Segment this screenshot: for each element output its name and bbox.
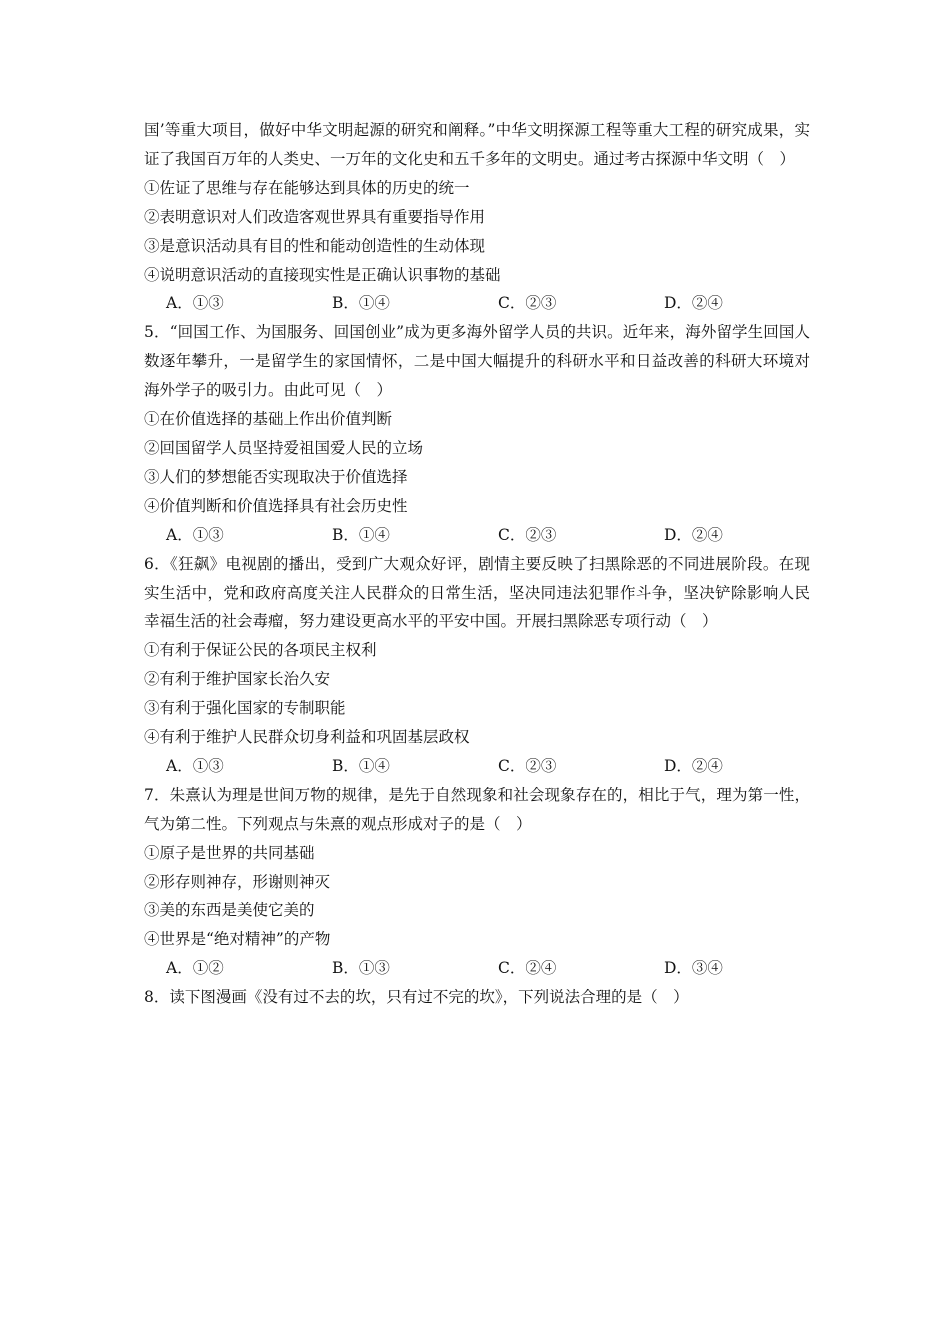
statement-2: ②回国留学人员坚持爱祖国爱人民的立场 — [144, 438, 424, 457]
option-d: D．②④ — [664, 294, 723, 313]
question-stem: 8．读下图漫画《没有过不去的坎，只有过不完的坎》，下列说法合理的是（ ） — [144, 988, 689, 1007]
answer-options — [144, 954, 810, 983]
option-c: C．②③ — [498, 294, 557, 313]
option-b: B．①④ — [332, 294, 390, 313]
statement-3: ③有利于强化国家的专制职能 — [144, 699, 346, 718]
statement-2: ②形存则神存，形谢则神灭 — [144, 872, 331, 891]
statement-4: ④有利于维护人民群众切身利益和巩固基层政权 — [144, 728, 470, 747]
question-6 — [144, 550, 810, 781]
statement-1: ①有利于保证公民的各项民主权利 — [144, 641, 377, 660]
statement-4: ④世界是“绝对精神”的产物 — [144, 930, 331, 949]
statement-1: ①佐证了思维与存在能够达到具体的历史的统一 — [144, 178, 470, 197]
statement-2: ②有利于维护国家长治久安 — [144, 670, 331, 689]
answer-options — [144, 521, 810, 550]
question-7 — [144, 781, 810, 983]
option-a: A．①② — [166, 959, 224, 978]
statement-2: ②表明意识对人们改造客观世界具有重要指导作用 — [144, 207, 486, 226]
question-stem: 5．“回国工作、为国服务、回国创业”成为更多海外留学人员的共识。近年来，海外留学生回国人数逐年攀升，一是留学生的家国情怀，二是中国大幅提升的科研水平和日益改善的科研大环境对海外学子的吸引力。由此可见（ ） — [144, 323, 810, 400]
statement-1: ①原子是世界的共同基础 — [144, 843, 315, 862]
option-a: A．①③ — [166, 525, 224, 544]
statement-4: ④说明意识活动的直接现实性是正确认识事物的基础 — [144, 265, 501, 284]
answer-options — [144, 289, 810, 318]
option-d: D．②④ — [664, 756, 723, 775]
question-list — [144, 116, 810, 1012]
option-a: A．①③ — [166, 294, 224, 313]
question-stem: 7．朱熹认为理是世间万物的规律，是先于自然现象和社会现象存在的，相比于气，理为第一性，气为第二性。下列观点与朱熹的观点形成对子的是（ ） — [144, 785, 810, 833]
option-b: B．①④ — [332, 756, 390, 775]
statement-3: ③美的东西是美使它美的 — [144, 901, 315, 920]
question-stem: 国’等重大项目，做好中华文明起源的研究和阐释。”中华文明探源工程等重大工程的研究成果，实证了我国百万年的人类史、一万年的文化史和五千多年的文明史。通过考古探源中华文明（ ） — [144, 121, 810, 168]
statement-1: ①在价值选择的基础上作出价值判断 — [144, 410, 393, 429]
option-c: C．②③ — [498, 525, 557, 544]
statement-4: ④价值判断和价值选择具有社会历史性 — [144, 496, 408, 515]
option-c: C．②③ — [498, 756, 557, 775]
question-8 — [144, 983, 810, 1012]
question-stem: 6．《狂飙》电视剧的播出，受到广大观众好评，剧情主要反映了扫黑除恶的不同进展阶段。在现实生活中，党和政府高度关注人民群众的日常生活，坚决同违法犯罪作斗争，坚决铲除影响人民幸福生活的社会毒瘤，努力建设更高水平的平安中国。开展扫黑除恶专项行动（ ） — [144, 554, 810, 631]
question-5 — [144, 318, 810, 549]
option-a: A．①③ — [166, 756, 224, 775]
option-d: D．②④ — [664, 525, 723, 544]
option-c: C．②④ — [498, 959, 557, 978]
option-b: B．①③ — [332, 959, 390, 978]
statement-3: ③是意识活动具有目的性和能动创造性的生动体现 — [144, 236, 486, 255]
question-4-continued — [144, 116, 810, 318]
option-d: D．③④ — [664, 959, 723, 978]
answer-options — [144, 752, 810, 781]
option-b: B．①④ — [332, 525, 390, 544]
statement-3: ③人们的梦想能否实现取决于价值选择 — [144, 467, 408, 486]
